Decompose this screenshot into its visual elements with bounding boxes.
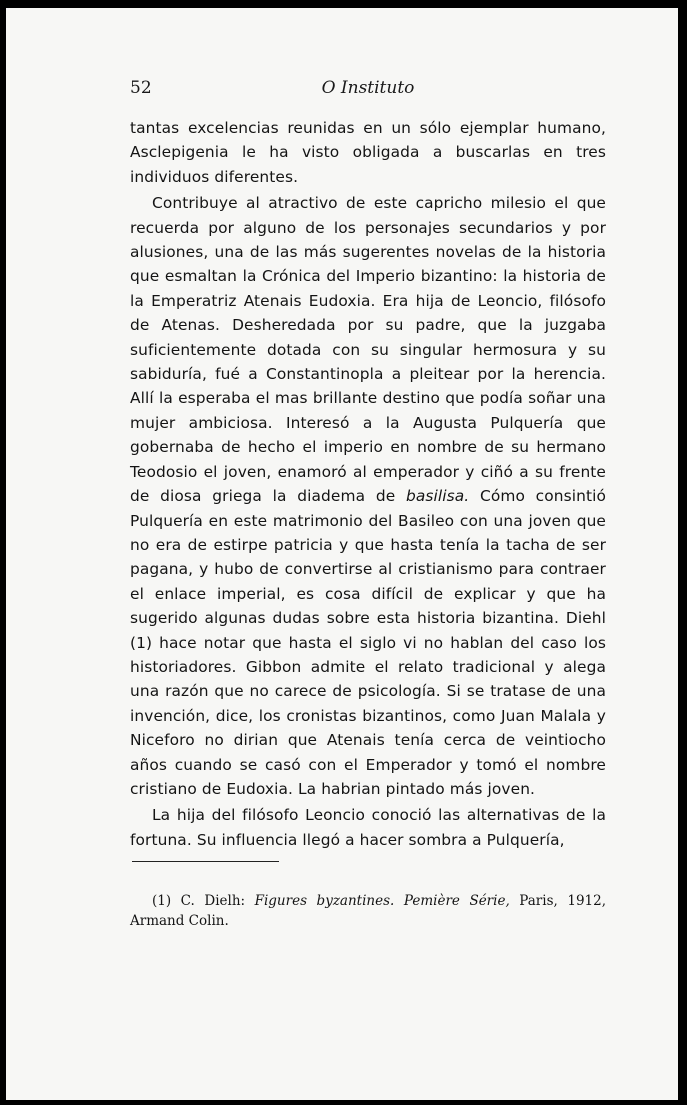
text-run: tantas excelencias reunidas en un sólo ejemplar humano, Asclepigenia le ha visto obligada a buscarlas en tres individuos diferentes. [130, 119, 606, 186]
paragraph [130, 116, 606, 189]
paragraph [130, 803, 606, 852]
footnote-run: (1) C. Dielh: [152, 893, 255, 909]
page-header [130, 76, 606, 106]
footnote-text [130, 891, 606, 931]
italic-run: basilisa. [405, 487, 470, 506]
text-run: Cómo consintió Pulquería en este matrimonio del Basileo con una joven que no era de estirpe patricia y que hasta tenía la tacha de ser pagana, y hubo de convertirse al cristianismo para contraer el enlace imperial, es cosa difícil de explicar y que ha sugerido algunas dudas sobre esta historia bizantina. Diehl (1) hace notar que hasta el siglo vi no hablan del caso los historiadores. Gibbon admite el relato tradicional y alega una razón que no carece de psicología. Si se tratase de una invención, dice, los cronistas bizantinos, como Juan Malala y Niceforo no dirian que Atenais tenía cerca de veintiocho años cuando se casó con el Emperador y tomó el nombre cristiano de Eudoxia. La habrian pintado más joven. [130, 487, 606, 798]
footnote [130, 891, 606, 931]
body-text [130, 116, 606, 852]
running-title: O Instituto [321, 78, 415, 98]
paragraph [130, 191, 606, 801]
footnote-divider [132, 861, 279, 862]
text-run: La hija del filósofo Leoncio conoció las alternativas de la fortuna. Su influencia llegó a hacer sombra a Pulquería, [130, 806, 606, 849]
page-number: 52 [130, 78, 152, 98]
book-page [6, 8, 678, 1100]
footnote-italic-run: Figures byzantines. Pemière Série, [254, 893, 510, 909]
footnote-run: Paris, 1912, Armand Colin. [130, 893, 606, 929]
text-run: Contribuye al atractivo de este capricho milesio el que recuerda por alguno de los personajes secundarios y por alusiones, una de las más sugerentes novelas de la historia que esmaltan la Crónica del Imperio bizantino: la historia de la Emperatriz Atenais Eudoxia. Era hija de Leoncio, filósofo de Atenas. Desheredada por su padre, que la juzgaba suficientemente dotada con su singular hermosura y su sabiduría, fué a Constantinopla a pleitear por la herencia. Allí la esperaba el mas brillante destino que podía soñar una mujer ambiciosa. Interesó a la Augusta Pulquería que gobernaba de hecho el imperio en nombre de su hermano Teodosio el joven, enamoró al emperador y ciñó a su frente de diosa griega la diadema de [130, 194, 606, 506]
